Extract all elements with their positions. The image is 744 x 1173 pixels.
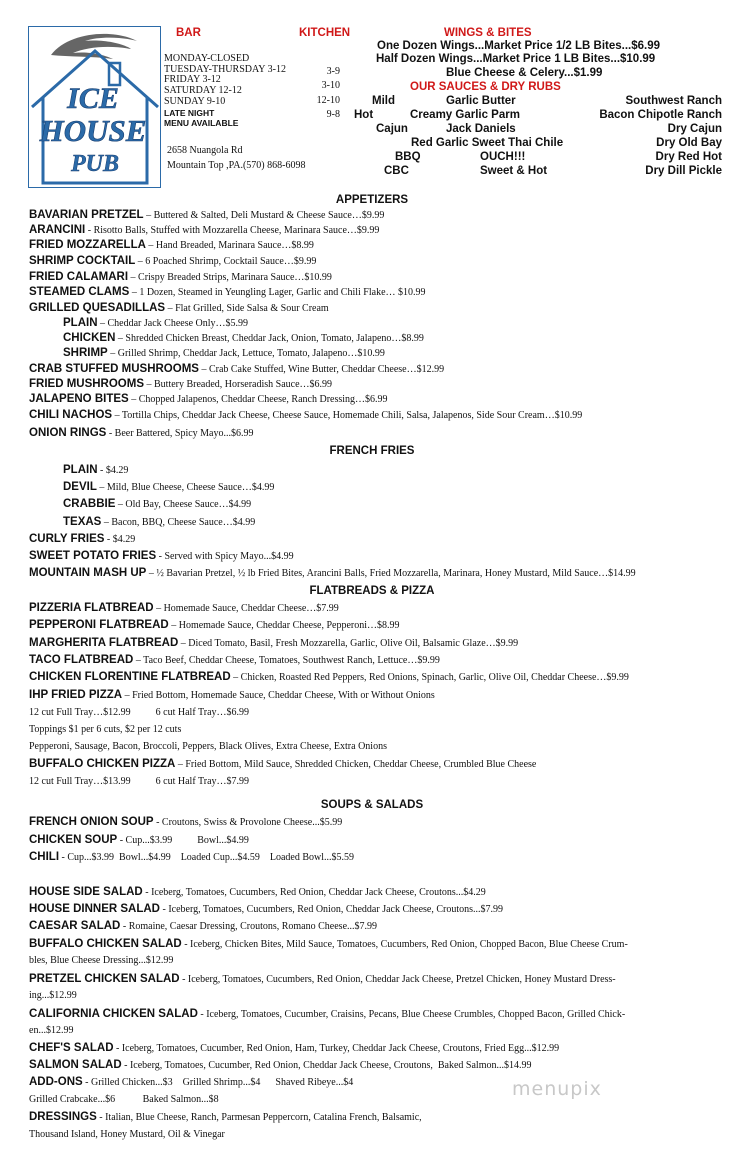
sauce: Creamy Garlic Parm — [410, 109, 520, 121]
item-name: SHRIMP COCKTAIL — [29, 255, 136, 267]
item-name: CURLY FRIES — [29, 533, 105, 545]
wings-line: Blue Cheese & Celery...$1.99 — [446, 67, 603, 79]
item-name: FRIED MUSHROOMS — [29, 378, 144, 390]
menu-item — [29, 409, 582, 421]
ice-house-logo — [28, 26, 161, 188]
item-desc: – Taco Beef, Cheddar Cheese, Tomatoes, Southwest Ranch, Lettuce…$9.99 — [133, 655, 440, 666]
item-name: CHILI — [29, 851, 60, 863]
item-desc: – ½ Bavarian Pretzel, ½ lb Fried Bites, Arancini Balls, Fried Mozzarella, Marinara, Honey Mustard, Mild Sauce…$14.99 — [146, 568, 636, 579]
item-desc: - Cup...$3.99 Bowl...$4.99 Loaded Cup...$4.59 Loaded Bowl...$5.59 — [59, 852, 355, 863]
item-desc: - Iceberg, Tomatoes, Cucumber, Craisins, Pecans, Blue Cheese Crumbles, Chopped Bacon, Grilled Chick- — [197, 1009, 626, 1020]
menu-item — [29, 363, 444, 375]
appetizers-title: APPETIZERS — [335, 194, 409, 206]
item-name: JALAPENO BITES — [29, 393, 129, 405]
sauce: Garlic Butter — [446, 95, 516, 107]
item-desc: - Cup...$3.99 Bowl...$4.99 — [117, 835, 249, 846]
menu-item — [29, 567, 636, 579]
item-name: CHICKEN FLORENTINE FLATBREAD — [29, 671, 231, 683]
item-name: TEXAS — [63, 516, 102, 528]
item-desc: – Buttery Breaded, Horseradish Sauce…$6.99 — [144, 379, 333, 390]
sauce: Dry Cajun — [667, 123, 722, 135]
kitchen-hours-row: 12-10 — [316, 94, 340, 106]
sauce: Cajun — [376, 123, 408, 135]
item-desc: - Croutons, Swiss & Provolone Cheese...$5.99 — [153, 817, 343, 828]
item-desc: – Hand Breaded, Marinara Sauce…$8.99 — [145, 240, 314, 251]
menu-item — [29, 393, 388, 405]
wings-line: One Dozen Wings...Market Price 1/2 LB Bites...$6.99 — [377, 40, 661, 52]
address-street: 2658 Nuangola Rd — [167, 145, 243, 156]
add-ons-continued: Grilled Crabcake...$6 Baked Salmon...$8 — [29, 1094, 219, 1105]
add-ons — [29, 1076, 353, 1088]
item-desc: - Beer Battered, Spicy Mayo...$6.99 — [106, 428, 254, 439]
item-desc: – Flat Grilled, Side Salsa & Sour Cream — [165, 303, 329, 314]
toppings-list: Pepperoni, Sausage, Bacon, Broccoli, Peppers, Black Olives, Extra Cheese, Extra Onions — [29, 741, 387, 752]
menu-item — [29, 550, 294, 562]
item-name: CHEF'S SALAD — [29, 1042, 114, 1054]
hours-day: SUNDAY 9-10 — [164, 95, 226, 107]
item-name: SWEET POTATO FRIES — [29, 550, 157, 562]
menu-item — [29, 602, 339, 614]
item-name: PIZZERIA FLATBREAD — [29, 602, 154, 614]
item-name: PEPPERONI FLATBREAD — [29, 619, 169, 631]
item-name: TACO FLATBREAD — [29, 654, 134, 666]
item-desc-continued: bles, Blue Cheese Dressing...$12.99 — [29, 955, 174, 966]
menu-item — [29, 886, 486, 898]
dressings — [29, 1111, 422, 1123]
sauce: Red Garlic Sweet Thai Chile — [411, 137, 564, 149]
wings-title: WINGS & BITES — [444, 27, 532, 39]
item-desc: – Diced Tomato, Basil, Fresh Mozzarella, Garlic, Olive Oil, Balsamic Glaze…$9.99 — [178, 638, 519, 649]
hours-day: MONDAY-CLOSED — [164, 53, 250, 64]
item-name: HOUSE DINNER SALAD — [29, 903, 160, 915]
menu-item — [29, 239, 314, 251]
sauce: Dry Dill Pickle — [645, 165, 722, 177]
menu-item — [29, 671, 629, 683]
menu-item — [29, 255, 316, 267]
item-desc: - Served with Spicy Mayo...$4.99 — [156, 551, 294, 562]
late-night-label: LATE NIGHT — [164, 107, 215, 118]
hours-day: SATURDAY 12-12 — [164, 85, 242, 97]
menu-item — [29, 224, 379, 236]
sauce: Jack Daniels — [446, 123, 516, 135]
menu-item — [29, 1042, 559, 1054]
item-desc: – Homemade Sauce, Cheddar Cheese…$7.99 — [153, 603, 339, 614]
logo-house-icon — [29, 27, 160, 187]
item-desc: - Risotto Balls, Stuffed with Mozzarella Cheese, Marinara Sauce…$9.99 — [85, 225, 380, 236]
item-name: CRABBIE — [63, 498, 116, 510]
item-desc: – Grilled Shrimp, Cheddar Jack, Lettuce, Tomato, Jalapeno…$10.99 — [107, 348, 385, 359]
menu-item — [29, 1008, 625, 1020]
item-name: CHICKEN — [63, 332, 116, 344]
menu-item — [29, 816, 342, 828]
item-desc: – Crispy Breaded Strips, Marinara Sauce…$10.99 — [128, 272, 332, 283]
item-desc-continued: ing...$12.99 — [29, 990, 77, 1001]
kitchen-hours-row: 9-8 — [326, 108, 340, 120]
item-desc: – Homemade Sauce, Cheddar Cheese, Pepperoni…$8.99 — [168, 620, 400, 631]
item-desc: – 1 Dozen, Steamed in Yeungling Lager, Garlic and Chili Flake… $10.99 — [129, 287, 426, 298]
menu-available-label: MENU AVAILABLE — [164, 118, 239, 129]
item-name: GRILLED QUESADILLAS — [29, 302, 166, 314]
kitchen-label: KITCHEN — [299, 27, 351, 39]
sauce: Bacon Chipotle Ranch — [599, 109, 722, 121]
sauce: CBC — [384, 165, 409, 177]
item-desc-continued: en...$12.99 — [29, 1025, 74, 1036]
item-desc: - Iceberg, Tomatoes, Cucumbers, Red Onion, Cheddar Jack Cheese, Pretzel Chicken, Honey Mustard Dress- — [179, 974, 616, 985]
item-desc: – Old Bay, Cheese Sauce…$4.99 — [115, 499, 252, 510]
address — [167, 143, 305, 173]
item-desc: - Iceberg, Chicken Bites, Mild Sauce, Tomatoes, Cucumbers, Red Onion, Chopped Bacon, Blue Cheese Crum- — [181, 939, 628, 950]
add-ons-label: ADD-ONS — [29, 1076, 83, 1088]
kitchen-hours-row: 3-9 — [326, 66, 340, 77]
menu-item — [29, 427, 254, 439]
item-desc: – Chopped Jalapenos, Cheddar Cheese, Ranch Dressing…$6.99 — [128, 394, 388, 405]
sauces-title: OUR SAUCES & DRY RUBS — [410, 81, 561, 93]
menu-item — [29, 758, 536, 770]
sauce: BBQ — [395, 151, 421, 163]
sauce: Hot — [354, 109, 374, 121]
menu-item — [29, 689, 435, 701]
menu-item — [29, 903, 503, 915]
menu-item — [29, 1059, 531, 1071]
sauce: OUCH!!! — [480, 151, 526, 163]
dressings-desc: - Italian, Blue Cheese, Ranch, Parmesan Peppercorn, Catalina French, Balsamic, — [96, 1112, 422, 1123]
menu-item — [29, 973, 616, 985]
item-desc: – Buttered & Salted, Deli Mustard & Cheese Sauce…$9.99 — [143, 210, 385, 221]
item-desc: - Iceberg, Tomatoes, Cucumbers, Red Onion, Cheddar Jack Cheese, Croutons...$4.29 — [142, 887, 486, 898]
item-name: CALIFORNIA CHICKEN SALAD — [29, 1008, 198, 1020]
logo-line1: ICE — [67, 82, 119, 115]
toppings-price: Toppings $1 per 6 cuts, $2 per 12 cuts — [29, 724, 182, 735]
sauce: Dry Old Bay — [656, 137, 722, 149]
item-desc: – Chicken, Roasted Red Peppers, Red Onions, Spinach, Garlic, Olive Oil, Cheddar Cheese…$9.99 — [230, 672, 629, 683]
item-name: CAESAR SALAD — [29, 920, 121, 932]
item-desc: - $4.29 — [97, 465, 129, 476]
item-name: CRAB STUFFED MUSHROOMS — [29, 363, 199, 375]
hours-list — [164, 54, 286, 129]
item-name: FRENCH ONION SOUP — [29, 816, 154, 828]
sauce: Sweet & Hot — [480, 165, 548, 177]
kitchen-hours-row: 3-10 — [321, 80, 340, 92]
item-desc: – Shredded Chicken Breast, Cheddar Jack, Onion, Tomato, Jalapeno…$8.99 — [115, 333, 424, 344]
item-desc: - Romaine, Caesar Dressing, Croutons, Romano Cheese...$7.99 — [120, 921, 378, 932]
menu-item — [29, 271, 332, 283]
flatbreads-title: FLATBREADS & PIZZA — [309, 585, 435, 597]
menu-item — [63, 347, 385, 359]
item-name: ONION RINGS — [29, 427, 107, 439]
item-name: MOUNTAIN MASH UP — [29, 567, 147, 579]
logo-line2: HOUSE — [39, 113, 147, 148]
menu-item — [29, 654, 440, 666]
menu-item — [63, 464, 128, 476]
address-city-phone: Mountain Top ,PA.(570) 868-6098 — [167, 160, 306, 171]
dressings-continued: Thousand Island, Honey Mustard, Oil & Vinegar — [29, 1129, 225, 1140]
item-desc: – Cheddar Jack Cheese Only…$5.99 — [97, 318, 249, 329]
item-name: IHP FRIED PIZZA — [29, 689, 123, 701]
item-name: FRIED MOZZARELLA — [29, 239, 146, 251]
item-name: CHICKEN SOUP — [29, 834, 118, 846]
bar-label: BAR — [176, 27, 201, 39]
item-desc: – Fried Bottom, Mild Sauce, Shredded Chicken, Cheddar Cheese, Crumbled Blue Cheese — [175, 759, 537, 770]
item-desc: - Iceberg, Tomatoes, Cucumber, Red Onion, Ham, Turkey, Cheddar Jack Cheese, Croutons, Fried Egg...$12.99 — [113, 1043, 560, 1054]
item-desc: – Fried Bottom, Homemade Sauce, Cheddar Cheese, With or Without Onions — [122, 690, 435, 701]
item-name: PLAIN — [63, 317, 98, 329]
menu-item — [29, 851, 354, 863]
menu-item — [63, 516, 255, 528]
menu-item — [29, 938, 628, 950]
hours-day: TUESDAY-THURSDAY 3-12 — [164, 63, 286, 75]
item-name: DEVIL — [63, 481, 97, 493]
item-name: SHRIMP — [63, 347, 108, 359]
sauce: Mild — [372, 95, 395, 107]
item-desc: - Iceberg, Tomatoes, Cucumbers, Red Onion, Cheddar Jack Cheese, Croutons...$7.99 — [159, 904, 504, 915]
buffalo-tray-prices: 12 cut Full Tray…$13.99 6 cut Half Tray…$7.99 — [29, 776, 250, 787]
menu-item — [29, 209, 384, 221]
item-desc: – Tortilla Chips, Cheddar Jack Cheese, Cheese Sauce, Homemade Chili, Salsa, Jalapenos, Side Sour Cream…$10.99 — [112, 410, 583, 421]
item-name: CHILI NACHOS — [29, 409, 113, 421]
hours-day: FRIDAY 3-12 — [164, 74, 221, 86]
item-name: BUFFALO CHICKEN SALAD — [29, 938, 182, 950]
menu-item — [29, 302, 329, 314]
item-name: FRIED CALAMARI — [29, 271, 129, 283]
item-name: HOUSE SIDE SALAD — [29, 886, 143, 898]
wings-line: Half Dozen Wings...Market Price 1 LB Bites...$10.99 — [376, 53, 656, 65]
item-name: MARGHERITA FLATBREAD — [29, 637, 179, 649]
item-desc: - $4.29 — [104, 534, 136, 545]
fries-title: FRENCH FRIES — [329, 445, 415, 457]
menu-item — [29, 286, 426, 298]
sauce: Dry Red Hot — [655, 151, 722, 163]
dressings-label: DRESSINGS — [29, 1111, 97, 1123]
item-name: SALMON SALAD — [29, 1059, 122, 1071]
item-desc: - Iceberg, Tomatoes, Cucumber, Red Onion, Cheddar Jack Cheese, Croutons, Baked Salmon...$14.99 — [121, 1060, 532, 1071]
menu-item — [63, 481, 274, 493]
menu-item — [29, 637, 518, 649]
item-desc: – 6 Poached Shrimp, Cocktail Sauce…$9.99 — [135, 256, 317, 267]
soups-title: SOUPS & SALADS — [320, 799, 424, 811]
menu-item — [63, 332, 424, 344]
menu-item — [29, 920, 377, 932]
item-name: PRETZEL CHICKEN SALAD — [29, 973, 180, 985]
menu-item — [63, 498, 251, 510]
logo-line3: PUB — [71, 151, 119, 177]
item-desc: – Bacon, BBQ, Cheese Sauce…$4.99 — [101, 517, 256, 528]
menu-item — [29, 533, 135, 545]
item-desc: – Crab Cake Stuffed, Wine Butter, Cheddar Cheese…$12.99 — [198, 364, 445, 375]
menu-item — [63, 317, 248, 329]
item-desc: – Mild, Blue Cheese, Cheese Sauce…$4.99 — [96, 482, 275, 493]
item-name: STEAMED CLAMS — [29, 286, 130, 298]
add-ons-desc: - Grilled Chicken...$3 Grilled Shrimp...$4 Shaved Ribeye...$4 — [82, 1077, 354, 1088]
item-name: BUFFALO CHICKEN PIZZA — [29, 758, 176, 770]
kitchen-hours — [300, 65, 340, 122]
item-name: PLAIN — [63, 464, 98, 476]
item-name: ARANCINI — [29, 224, 86, 236]
ihp-tray-prices: 12 cut Full Tray…$12.99 6 cut Half Tray…$6.99 — [29, 707, 250, 718]
sauce: Southwest Ranch — [625, 95, 722, 107]
menupix-watermark: menupix — [512, 1078, 602, 1100]
item-name: BAVARIAN PRETZEL — [29, 209, 144, 221]
menu-item — [29, 378, 332, 390]
menu-item — [29, 619, 400, 631]
menu-item — [29, 834, 249, 846]
